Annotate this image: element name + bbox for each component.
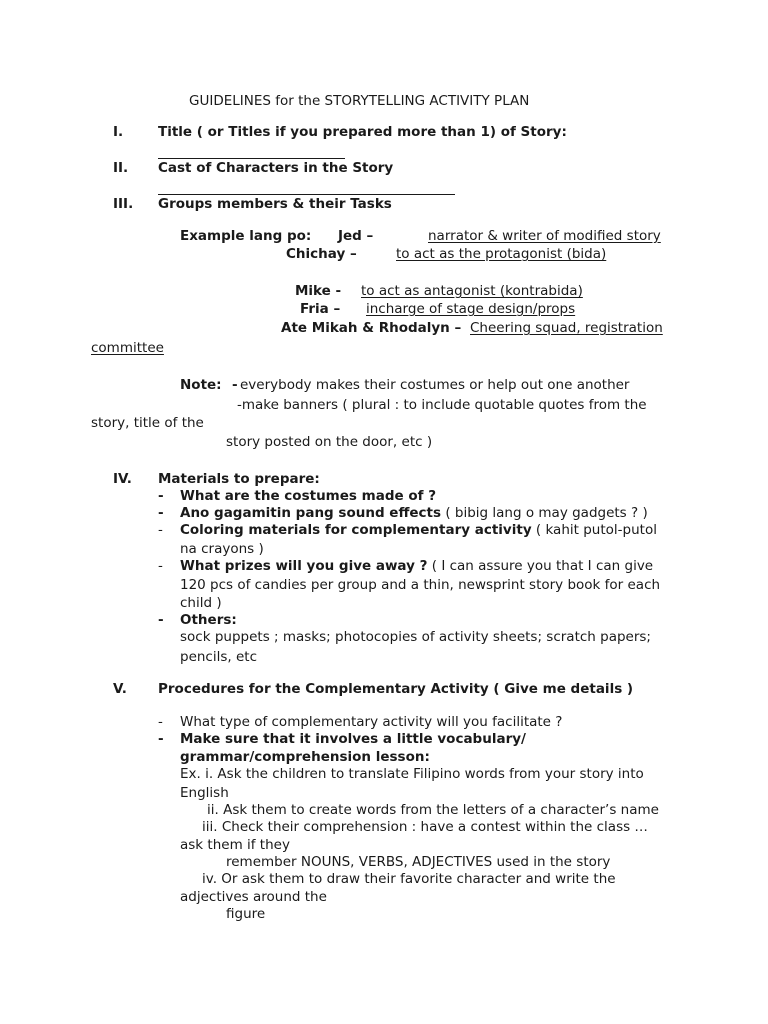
note-line: story posted on the door, etc ) xyxy=(226,434,433,450)
bullet: - xyxy=(158,714,163,730)
note-line: -make banners ( plural : to include quotable quotes from the xyxy=(237,397,647,413)
list-item: Others: xyxy=(180,612,237,628)
section-1-heading: Title ( or Titles if you prepared more than 1) of Story: xyxy=(158,124,567,140)
list-item xyxy=(180,557,653,575)
member-name: Ate Mikah & Rhodalyn – xyxy=(281,320,462,336)
list-item-rest: ( kahit putol-putol xyxy=(531,522,657,538)
example-line: ask them if they xyxy=(180,837,290,853)
bullet: - xyxy=(158,731,164,747)
list-item-rest: ( bibig lang o may gadgets ? ) xyxy=(441,505,648,521)
member-name: Jed – xyxy=(338,228,374,244)
section-5-number: V. xyxy=(113,681,127,697)
section-4-number: IV. xyxy=(113,471,132,487)
example-line: figure xyxy=(226,906,266,922)
list-item-bold: What prizes will you give away ? xyxy=(180,558,428,574)
list-item-continued: 120 pcs of candies per group and a thin, newsprint story book for each xyxy=(180,577,661,593)
list-item xyxy=(180,521,657,539)
section-2-heading: Cast of Characters in the Story xyxy=(158,160,394,176)
example-line: Ex. i. Ask the children to translate Filipino words from your story into xyxy=(180,766,644,782)
note-line: story, title of the xyxy=(91,415,204,431)
note-line: everybody makes their costumes or help out one another xyxy=(240,377,630,393)
member-task: narrator & writer of modified story xyxy=(428,228,661,244)
example-line: adjectives around the xyxy=(180,889,327,905)
note-label: Note: xyxy=(180,377,222,393)
question-line: What type of complementary activity will you facilitate ? xyxy=(180,714,563,730)
section-3-number: III. xyxy=(113,196,134,212)
question-line: grammar/comprehension lesson: xyxy=(180,749,430,765)
bullet: - xyxy=(158,522,163,538)
list-item-continued: child ) xyxy=(180,595,222,611)
list-item: What are the costumes made of ? xyxy=(180,488,437,504)
example-line: iii. Check their comprehension : have a contest within the class … xyxy=(202,819,648,835)
note-dash: - xyxy=(232,377,238,393)
example-line: ii. Ask them to create words from the letters of a character’s name xyxy=(207,802,659,818)
bullet: - xyxy=(158,558,163,574)
member-name: Mike - xyxy=(295,283,342,299)
section-2-number: II. xyxy=(113,160,129,176)
list-item-bold: Coloring materials for complementary activity xyxy=(180,522,532,538)
bullet: - xyxy=(158,612,164,628)
list-item-continued: pencils, etc xyxy=(180,649,257,665)
bullet: - xyxy=(158,505,164,521)
section-4-heading: Materials to prepare: xyxy=(158,471,320,487)
member-task: to act as the protagonist (bida) xyxy=(396,246,607,262)
section-5-heading: Procedures for the Complementary Activity ( Give me details ) xyxy=(158,681,634,697)
example-line: remember NOUNS, VERBS, ADJECTIVES used in the story xyxy=(226,854,611,870)
member-name: Chichay – xyxy=(286,246,357,262)
example-line: English xyxy=(180,785,229,801)
member-task: to act as antagonist (kontrabida) xyxy=(361,283,583,299)
example-label: Example lang po: xyxy=(180,228,312,244)
example-line: iv. Or ask them to draw their favorite character and write the xyxy=(202,871,616,887)
question-line: Make sure that it involves a little vocabulary/ xyxy=(180,731,526,747)
member-task: incharge of stage design/props xyxy=(366,301,576,317)
section-1-number: I. xyxy=(113,124,124,140)
list-item-bold: Ano gagamitin pang sound effects xyxy=(180,505,442,521)
list-item-rest: ( I can assure you that I can give xyxy=(427,558,654,574)
document-title: GUIDELINES for the STORYTELLING ACTIVITY PLAN xyxy=(189,93,530,109)
member-name: Fria – xyxy=(300,301,341,317)
list-item-continued: sock puppets ; masks; photocopies of activity sheets; scratch papers; xyxy=(180,629,651,645)
bullet: - xyxy=(158,488,164,504)
section-3-heading: Groups members & their Tasks xyxy=(158,196,392,212)
member-task: Cheering squad, registration xyxy=(470,320,663,336)
list-item-continued: na crayons ) xyxy=(180,541,264,557)
member-task-continued: committee xyxy=(91,340,164,356)
list-item xyxy=(180,504,648,522)
